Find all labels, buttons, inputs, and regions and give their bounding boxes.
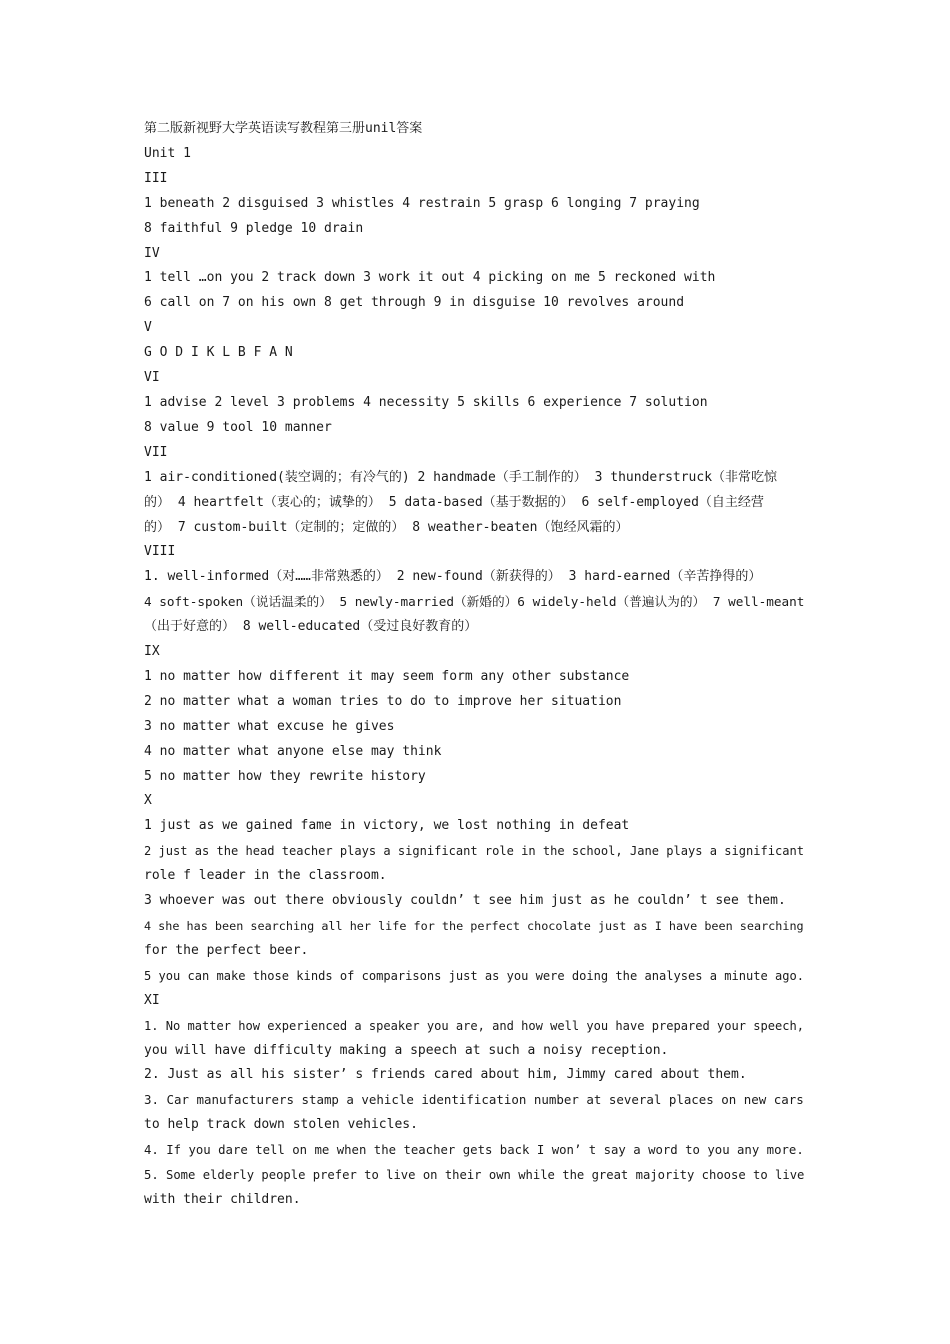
section-heading: VIII xyxy=(144,544,176,560)
text-line: role f leader in the classroom. xyxy=(144,868,387,884)
text-line: 1 just as we gained fame in victory, we lost nothing in defeat xyxy=(144,818,630,834)
text-line: to help track down stolen vehicles. xyxy=(144,1117,418,1133)
text-line: 4 soft-spoken（说话温柔的） 5 newly-married（新婚的）6 widely-held（普遍认为的） 7 well-meant xyxy=(144,594,805,610)
text-line: 8 faithful 9 pledge 10 drain xyxy=(144,220,364,236)
section-heading: IV xyxy=(144,245,160,261)
text-line: with their children. xyxy=(144,1191,301,1207)
section-heading: X xyxy=(144,793,152,809)
section-heading: VII xyxy=(144,444,168,460)
text-line: （出于好意的） 8 well-educated（受过良好教育的） xyxy=(144,619,478,635)
section-heading: V xyxy=(144,320,152,336)
text-line: you will have difficulty making a speech at such a noisy reception. xyxy=(144,1042,669,1058)
text-line: 1. well-informed（对……非常熟悉的） 2 new-found（新获得的） 3 hard-earned（辛苦挣得的） xyxy=(144,569,762,585)
text-line: G O D I K L B F A N xyxy=(144,345,293,361)
text-line: 8 value 9 tool 10 manner xyxy=(144,419,332,435)
text-line: for the perfect beer. xyxy=(144,942,309,958)
text-line: 1 air-conditioned(装空调的；有冷气的) 2 handmade（手工制作的） 3 thunderstruck（非常吃惊 xyxy=(144,469,778,485)
section-heading: Unit 1 xyxy=(144,145,191,161)
text-line: 5 no matter how they rewrite history xyxy=(144,768,426,784)
section-heading: VI xyxy=(144,370,160,386)
text-line: 1 advise 2 level 3 problems 4 necessity 5 skills 6 experience 7 solution xyxy=(144,394,708,410)
text-line: 1 no matter how different it may seem form any other substance xyxy=(144,668,630,684)
document-title: 第二版新视野大学英语读写教程第三册unil答案 xyxy=(144,121,423,136)
text-line: 4. If you dare tell on me when the teacher gets back I won’ t say a word to you any more. xyxy=(144,1143,804,1158)
document-body xyxy=(144,117,808,1213)
text-line: 5 you can make those kinds of comparisons just as you were doing the analyses a minute ago. xyxy=(144,968,805,983)
text-line: 4 she has been searching all her life for the perfect chocolate just as I have been searching xyxy=(144,919,804,933)
text-line: 5. Some elderly people prefer to live on their own while the great majority choose to live xyxy=(144,1168,805,1183)
text-line: 的） 4 heartfelt（衷心的；诚挚的） 5 data-based（基于数据的） 6 self-employed（自主经营 xyxy=(144,494,764,510)
section-heading: III xyxy=(144,170,168,186)
text-line: 4 no matter what anyone else may think xyxy=(144,743,442,759)
text-line: 的） 7 custom-built（定制的；定做的） 8 weather-beaten（饱经风霜的） xyxy=(144,519,629,535)
text-line: 3 no matter what excuse he gives xyxy=(144,718,395,734)
text-line: 1. No matter how experienced a speaker you are, and how well you have prepared your speech, xyxy=(144,1018,805,1033)
text-line: 1 tell …on you 2 track down 3 work it out 4 picking on me 5 reckoned with xyxy=(144,270,716,286)
text-line: 2. Just as all his sister’ s friends cared about him, Jimmy cared about them. xyxy=(144,1067,747,1083)
text-line: 2 no matter what a woman tries to do to improve her situation xyxy=(144,693,622,709)
section-heading: XI xyxy=(144,992,160,1008)
text-line: 6 call on 7 on his own 8 get through 9 in disguise 10 revolves around xyxy=(144,295,685,311)
text-line: 1 beneath 2 disguised 3 whistles 4 restrain 5 grasp 6 longing 7 praying xyxy=(144,195,700,211)
text-line: 2 just as the head teacher plays a significant role in the school, Jane plays a significant xyxy=(144,844,805,859)
text-line: 3. Car manufacturers stamp a vehicle identification number at several places on new cars xyxy=(144,1092,804,1108)
section-heading: IX xyxy=(144,644,160,660)
text-line: 3 whoever was out there obviously couldn’ t see him just as he couldn’ t see them. xyxy=(144,893,786,909)
